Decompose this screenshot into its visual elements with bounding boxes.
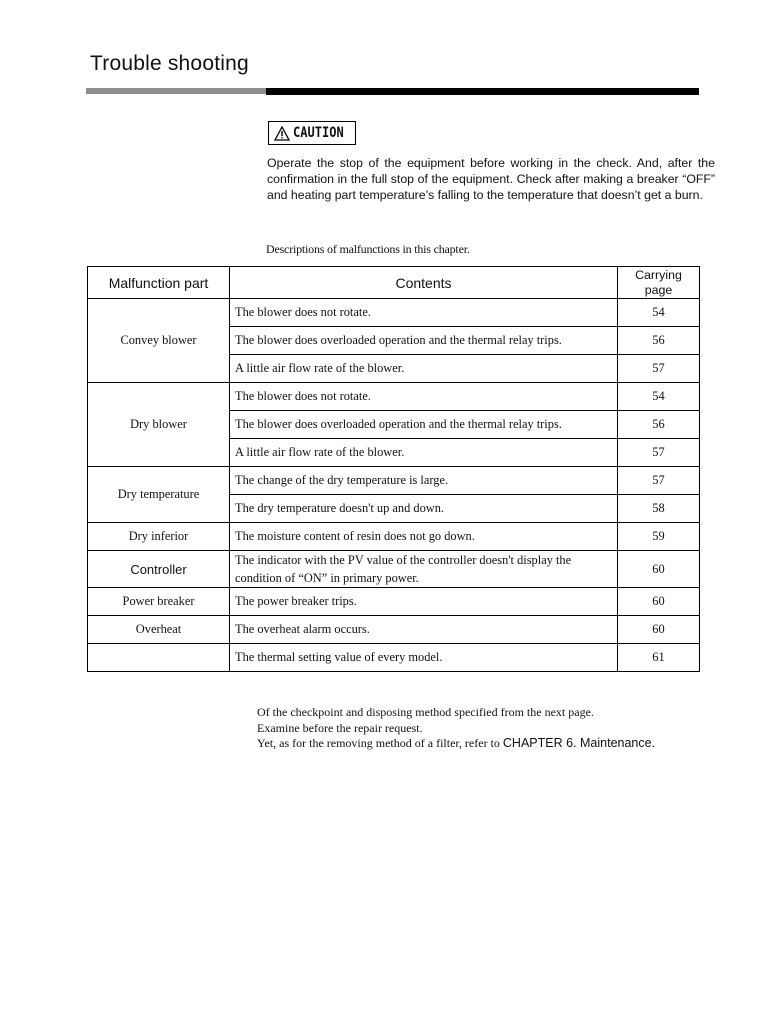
part-dry-temperature: Dry temperature xyxy=(88,467,230,523)
table-row xyxy=(88,299,700,327)
part-convey-blower: Convey blower xyxy=(88,299,230,383)
table-row xyxy=(88,616,700,644)
title-rule-grey xyxy=(86,88,268,94)
row-page: 57 xyxy=(618,467,700,495)
header-malfunction-part: Malfunction part xyxy=(88,267,230,299)
row-page: 54 xyxy=(618,383,700,411)
row-contents: The blower does not rotate. xyxy=(230,299,618,327)
row-contents: The dry temperature doesn't up and down. xyxy=(230,495,618,523)
row-contents: The change of the dry temperature is large. xyxy=(230,467,618,495)
footer-notes xyxy=(257,705,655,752)
caution-badge xyxy=(268,121,356,145)
row-contents: The blower does overloaded operation and the thermal relay trips. xyxy=(230,411,618,439)
row-contents: A little air flow rate of the blower. xyxy=(230,355,618,383)
part-overheat: Overheat xyxy=(88,616,230,644)
part-dry-inferior: Dry inferior xyxy=(88,523,230,551)
row-page: 60 xyxy=(618,616,700,644)
row-contents: The blower does overloaded operation and the thermal relay trips. xyxy=(230,327,618,355)
row-contents: A little air flow rate of the blower. xyxy=(230,439,618,467)
row-contents: The power breaker trips. xyxy=(230,588,618,616)
row-page: 56 xyxy=(618,411,700,439)
table-intro: Descriptions of malfunctions in this chapter. xyxy=(266,242,470,256)
chapter-reference: CHAPTER 6. Maintenance. xyxy=(502,736,656,751)
row-page: 54 xyxy=(618,299,700,327)
row-page: 57 xyxy=(618,355,700,383)
row-contents: The moisture content of resin does not go down. xyxy=(230,523,618,551)
footer-line-3-prefix: Yet, as for the removing method of a filter, refer to xyxy=(257,736,500,751)
caution-label: CAUTION xyxy=(293,125,344,141)
caution-text: Operate the stop of the equipment before working in the check. And, after the confirmation in the full stop of the equipment. Check after making a breaker “OFF” and heating part temperature’s falling to the temperature that doesn’t get a burn. xyxy=(267,156,715,202)
row-contents: The blower does not rotate. xyxy=(230,383,618,411)
table-row xyxy=(88,551,700,588)
header-page-line2: page xyxy=(644,282,673,297)
header-contents: Contents xyxy=(230,267,618,299)
header-carrying-page xyxy=(618,267,700,299)
footer-line-2: Examine before the repair request. xyxy=(257,720,423,735)
table-header-row xyxy=(88,267,700,299)
row-page: 57 xyxy=(618,439,700,467)
row-page: 56 xyxy=(618,327,700,355)
title-rule-black xyxy=(266,88,699,95)
row-page: 59 xyxy=(618,523,700,551)
table-row xyxy=(88,467,700,495)
row-contents: The overheat alarm occurs. xyxy=(230,616,618,644)
table-row xyxy=(88,644,700,672)
warning-triangle-icon xyxy=(274,126,290,141)
row-page: 61 xyxy=(618,644,700,672)
header-page-line1: Carrying xyxy=(635,267,682,282)
row-page: 60 xyxy=(618,551,700,588)
page-title: Trouble shooting xyxy=(90,52,249,75)
footer-line-1: Of the checkpoint and disposing method specified from the next page. xyxy=(257,705,594,719)
row-contents: The thermal setting value of every model. xyxy=(230,644,618,672)
part-dry-blower: Dry blower xyxy=(88,383,230,467)
row-page: 60 xyxy=(618,588,700,616)
part-controller: Controller xyxy=(88,551,230,588)
footer-line-3 xyxy=(257,736,655,752)
table-row xyxy=(88,523,700,551)
part-blank xyxy=(88,644,230,672)
row-contents: The indicator with the PV value of the controller doesn't display the condition of “ON” in primary power. xyxy=(230,551,618,588)
row-page: 58 xyxy=(618,495,700,523)
part-power-breaker: Power breaker xyxy=(88,588,230,616)
table-row xyxy=(88,383,700,411)
table-row xyxy=(88,588,700,616)
malfunction-table xyxy=(87,266,700,672)
